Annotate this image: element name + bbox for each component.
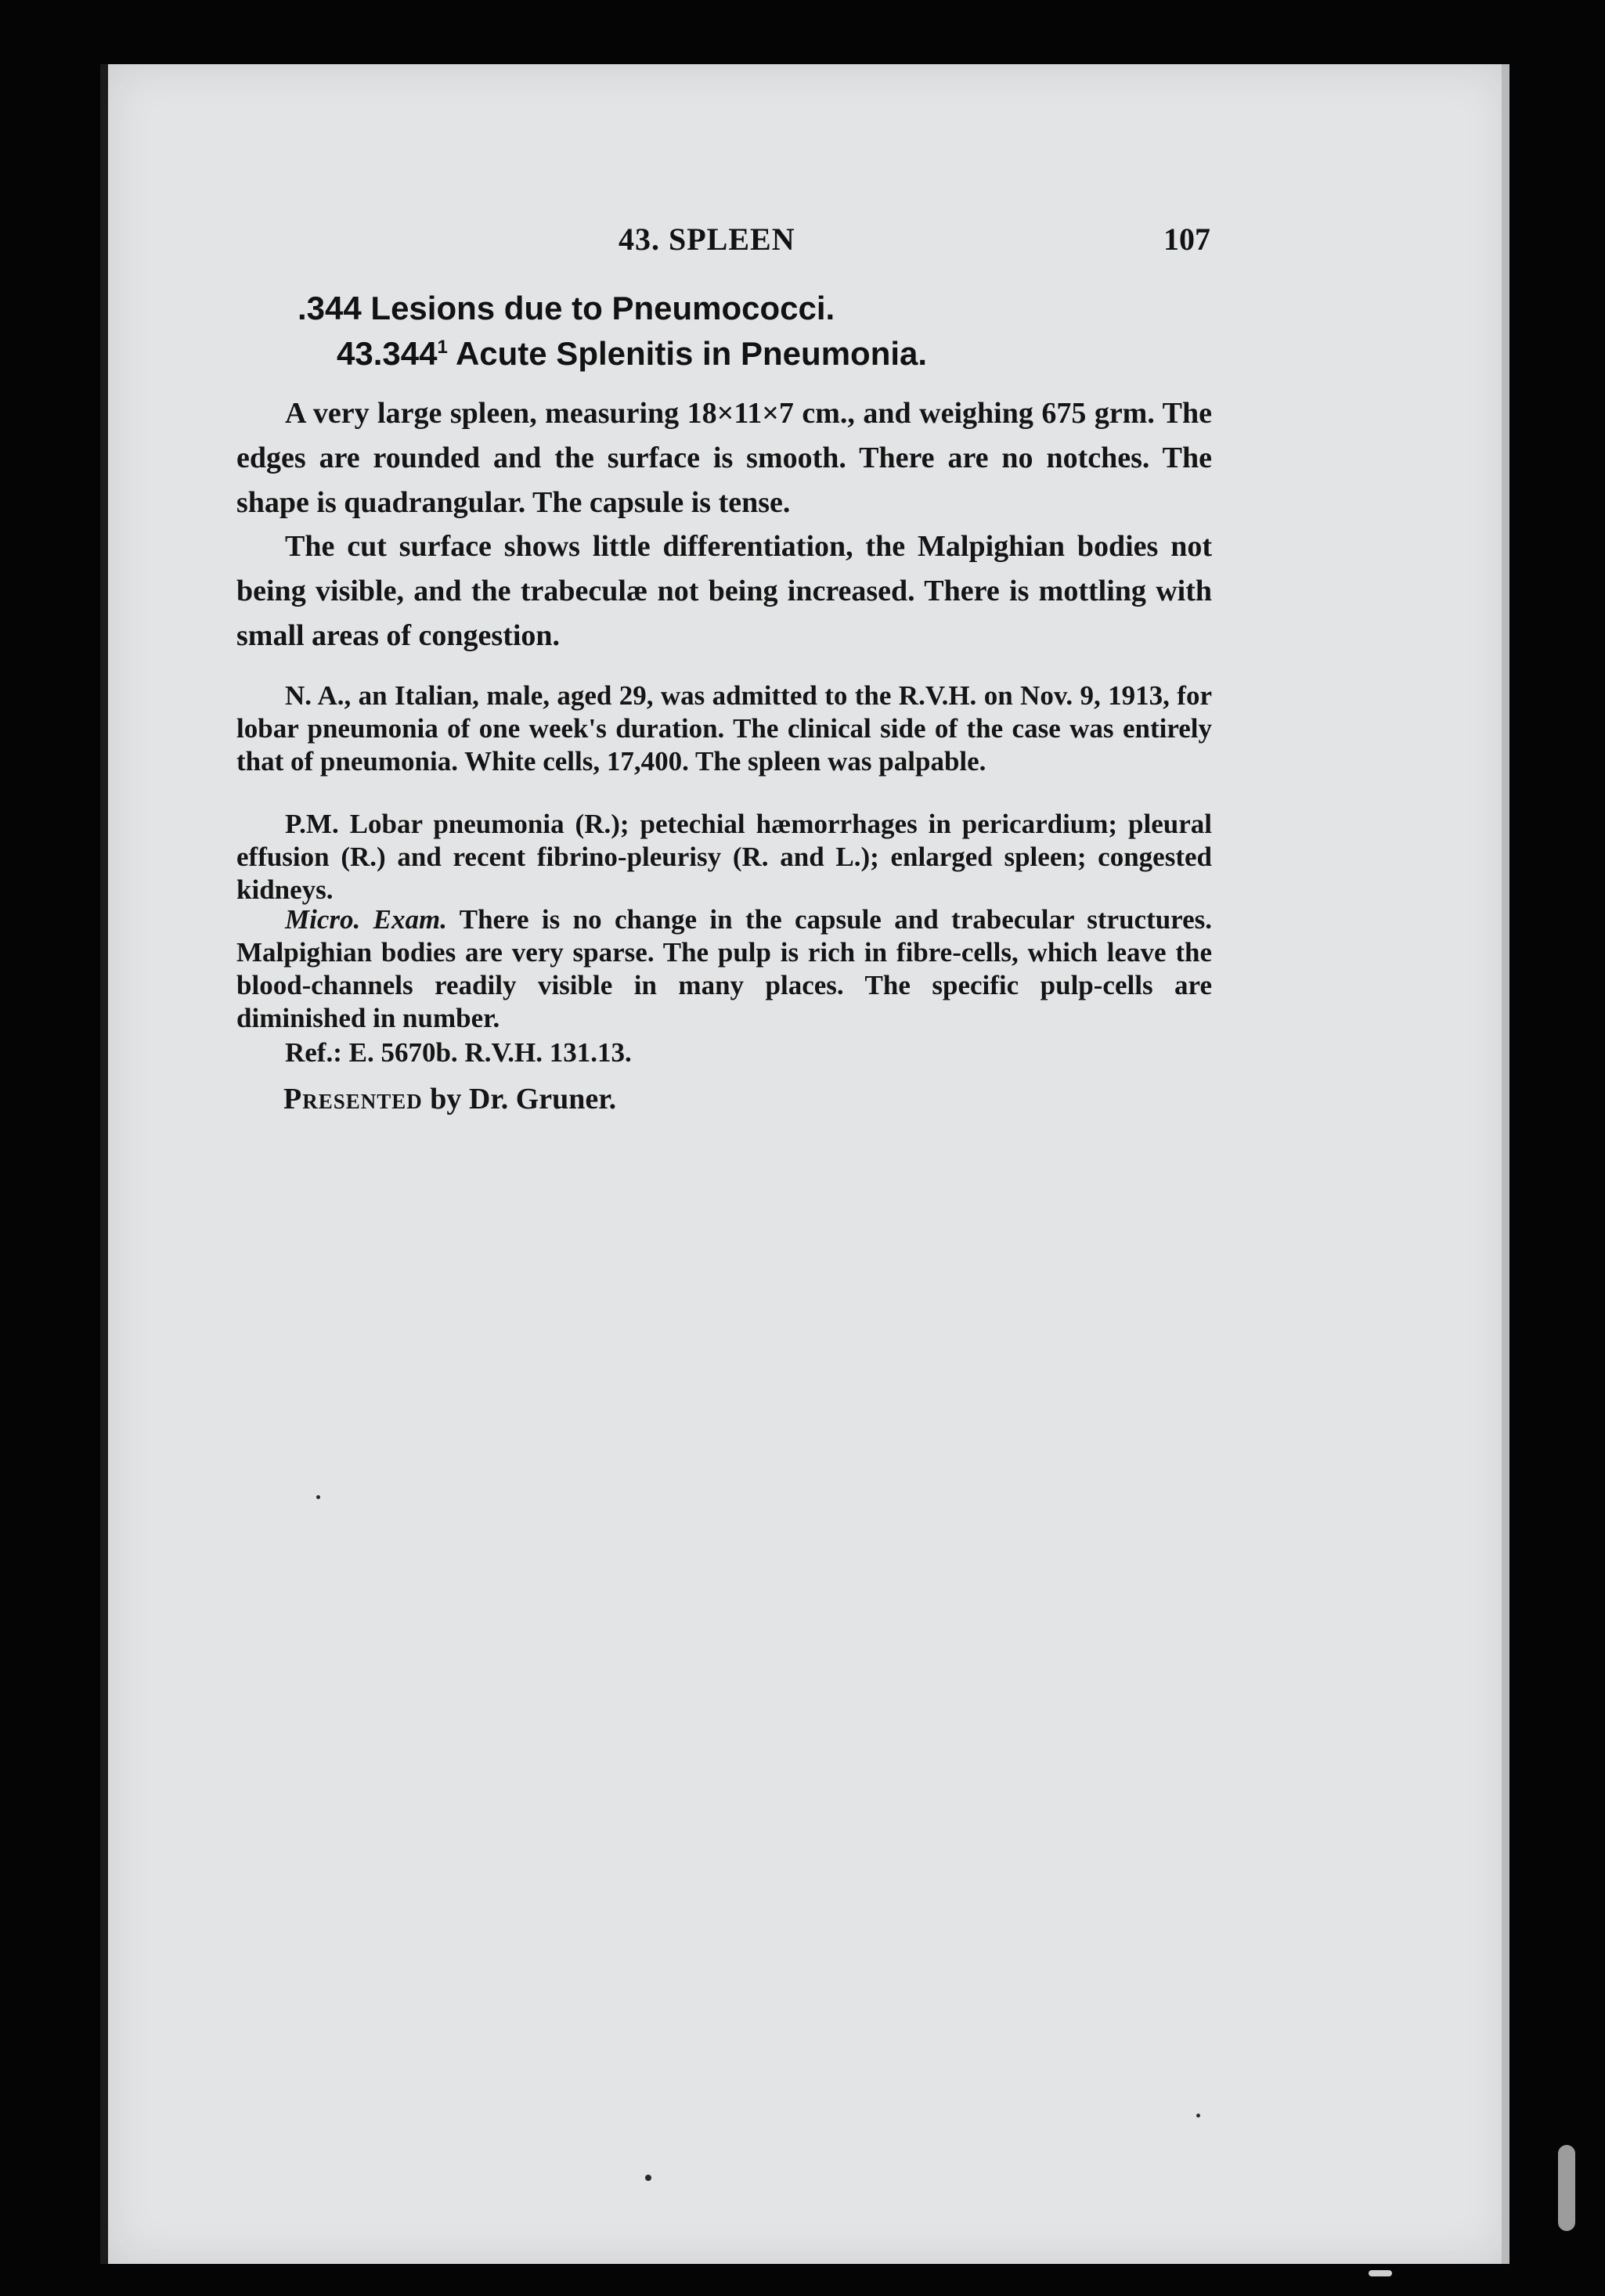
presented-label: Presented (283, 1083, 423, 1116)
case-history-text: N. A., an Italian, male, aged 29, was admitted to the R.V.H. on Nov. 9, 1913, for lobar pneumonia of one week's duration. The clinical side of the case was entirely that of pneumonia. White cells, 17,400. The spleen was palpable. (236, 680, 1212, 777)
post-mortem-text: P.M. Lobar pneumonia (R.); petechial hæmorrhages in pericardium; pleural effusion (R.) and recent fibrino-pleurisy (R. and L.); enlarged spleen; congested kidneys. (236, 809, 1212, 905)
print-speck (1196, 2114, 1200, 2118)
post-mortem (236, 808, 1212, 907)
print-speck (316, 1495, 320, 1499)
page-edge (1502, 64, 1509, 2264)
presented-by: by Dr. Gruner. (430, 1083, 617, 1116)
subsection-heading (337, 335, 927, 373)
page-tab-mark (1558, 2145, 1575, 2231)
presented-line (283, 1082, 616, 1116)
subsection-number: 43.344 (337, 335, 438, 372)
subsection-footnote-marker: 1 (437, 337, 448, 358)
page-number: 107 (1163, 222, 1210, 257)
micro-exam-label: Micro. Exam. (285, 904, 447, 935)
section-heading: .344 Lesions due to Pneumococci. (298, 290, 835, 326)
reference-text: Ref.: E. 5670b. R.V.H. 131.13. (285, 1037, 632, 1068)
running-head-title: 43. SPLEEN (619, 222, 795, 257)
description-text-2: The cut surface shows little differentiation, the Malpighian bodies not being visible, and the trabeculæ not being increased. There is mottling with small areas of congestion. (236, 530, 1212, 652)
description-paragraph-2 (236, 524, 1212, 658)
case-history (236, 679, 1212, 778)
print-speck (645, 2175, 651, 2181)
reference-line (236, 1036, 1212, 1069)
micro-exam-text: There is no change in the capsule and trabecular structures. Malpighian bodies are very sparse. The pulp is rich in fibre-cells, which leave the blood-channels readily visible in many places. The specific pulp-cells are diminished in number. (236, 904, 1212, 1033)
description-paragraph-1 (236, 391, 1212, 525)
corner-scan-mark (1369, 2270, 1392, 2276)
subsection-title: Acute Splenitis in Pneumonia. (455, 335, 928, 372)
description-text-1: A very large spleen, measuring 18×11×7 cm., and weighing 675 grm. The edges are rounded and the surface is smooth. There are no notches. The shape is quadrangular. The capsule is tense. (236, 397, 1212, 519)
micro-exam (236, 903, 1212, 1035)
